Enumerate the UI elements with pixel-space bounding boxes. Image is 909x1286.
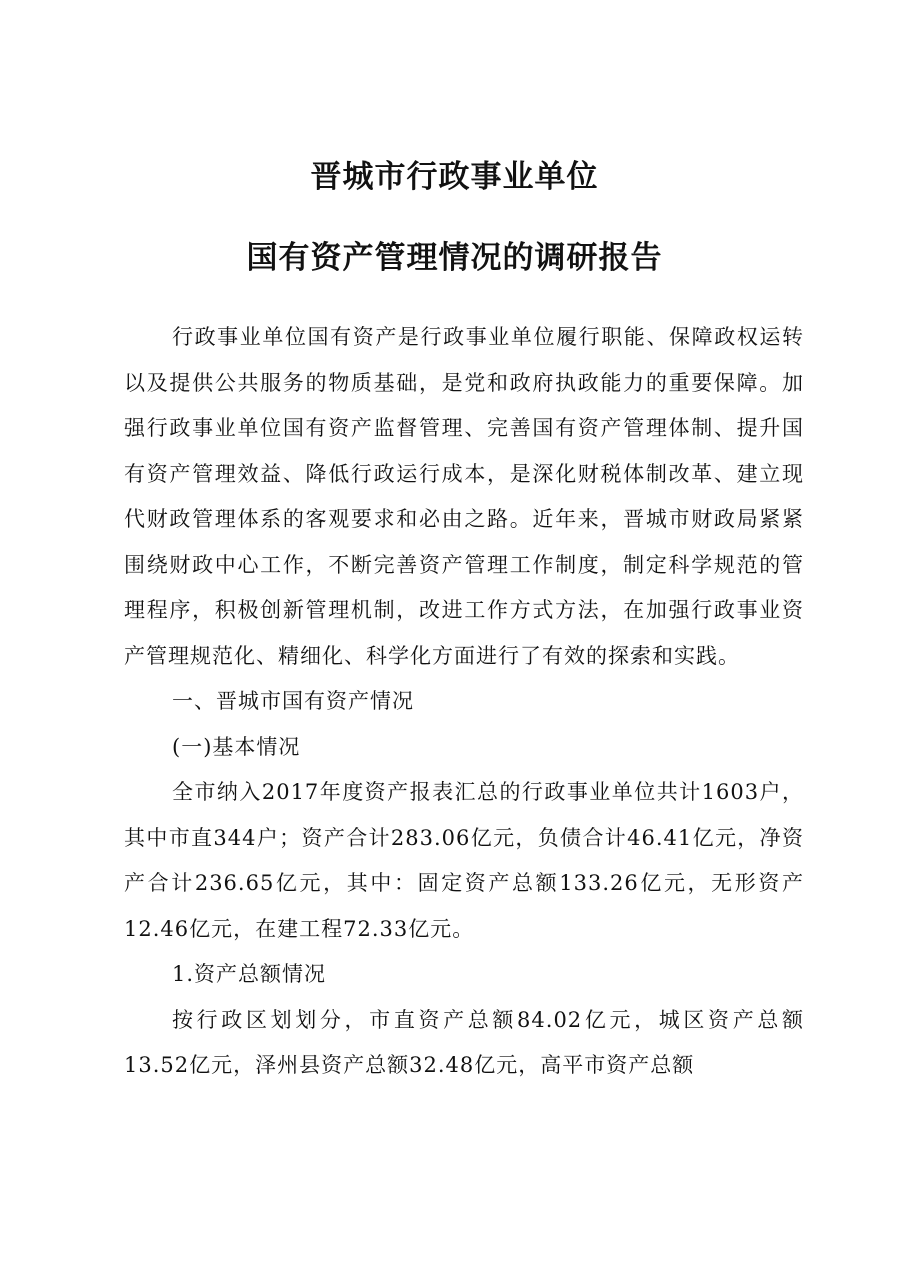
section-heading: 一、晋城市国有资产情况	[172, 689, 414, 713]
item-heading: 1.资产总额情况	[172, 962, 327, 986]
document-title-line2: 国有资产管理情况的调研报告	[246, 240, 663, 276]
asset-total-paragraph: 按行政区划划分，市直资产总额84.02亿元，城区资产总额13.52亿元，泽州县资产总额32.48亿元，高平市资产总额	[124, 1007, 804, 1077]
subsection-heading: (一)基本情况	[172, 734, 301, 759]
document-title-line1: 晋城市行政事业单位	[310, 159, 599, 195]
basic-info-paragraph: 全市纳入2017年度资产报表汇总的行政事业单位共计1603户，其中市直344户；资产合计283.06亿元，负债合计46.41亿元，净资产合计236.65亿元，其中：固定资产总额133.26亿元，无形资产12.46亿元，在建工程72.33亿元。	[124, 780, 804, 941]
intro-paragraph: 行政事业单位国有资产是行政事业单位履行职能、保障政权运转以及提供公共服务的物质基础，是党和政府执政能力的重要保障。加强行政事业单位国有资产监督管理、完善国有资产管理体制、提升国有资产管理效益、降低行政运行成本，是深化财税体制改革、建立现代财政管理体系的客观要求和必由之路。近年来，晋城市财政局紧紧围绕财政中心工作，不断完善资产管理工作制度，制定科学规范的管理程序，积极创新管理机制，改进工作方式方法，在加强行政事业资产管理规范化、精细化、科学化方面进行了有效的探索和实践。	[124, 325, 804, 668]
document-body	[124, 315, 804, 1089]
